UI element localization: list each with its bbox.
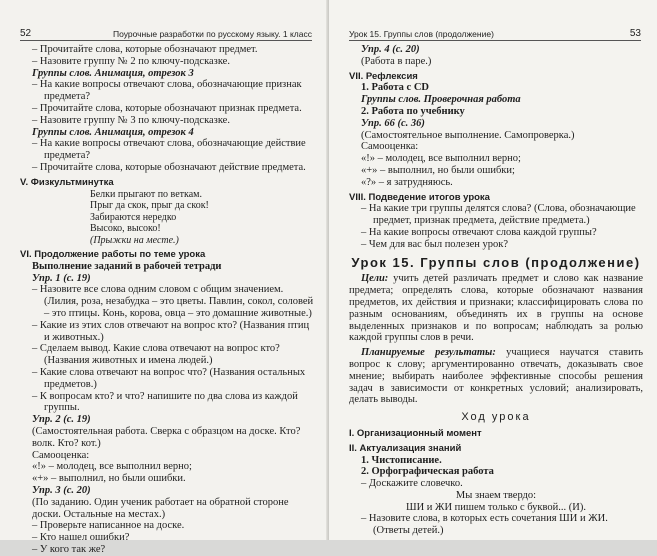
- text-line: Группы слов. Проверочная работа: [361, 94, 521, 106]
- results-paragraph: [349, 347, 643, 406]
- right-header-title: Урок 15. Группы слов (продолжение): [349, 29, 494, 39]
- text-line: (По заданию. Один ученик работает на обратной стороне доски. Остальные на местах.): [32, 496, 289, 520]
- text-line: – Назовите все слова одним словом с общим значением. (Лилия, роза, незабудка – это цветы. Павлин, сокол, соловей – это птицы. Конь, корова, овца – это домашние животные.): [32, 284, 314, 320]
- text-line: – Чем для вас был полезен урок?: [361, 238, 509, 250]
- text-line: Упр. 2 (с. 19): [32, 414, 91, 426]
- text-line: – Прочитайте слова, которые обозначают действие предмета.: [32, 161, 306, 173]
- text-line: «?» – я затрудняюсь.: [361, 176, 453, 188]
- left-page: [0, 0, 328, 555]
- text-line: – Прочитайте слова, которые обозначают предмет.: [32, 44, 258, 55]
- text-line: – На какие вопросы отвечают слова, обозначающие действие предмета?: [32, 138, 306, 162]
- right-page-header: [349, 28, 641, 41]
- text-line: «+» – выполнил, но были ошибки.: [32, 473, 186, 485]
- right-page-number: 53: [629, 28, 641, 39]
- text-line: Упр. 4 (с. 20): [361, 44, 420, 55]
- text-line: 1. Чистописание.: [361, 454, 442, 466]
- text-line: – Доскажите словечко.: [361, 478, 463, 490]
- results-text: учащиеся научатся ставить вопрос к слову; аргументированно отвечать, доказывать свое мнение; выбирать наиболее эффективные способы решения задач в зависимости от конкретных условий; анализировать, делать выводы.: [349, 347, 643, 406]
- course-title: Ход урока: [461, 411, 531, 424]
- results-label: Планируемые результаты:: [361, 347, 496, 359]
- text-line: Самооценка:: [361, 141, 419, 153]
- text-line: – Назовите слова, в которых есть сочетания ШИ и ЖИ. (Ответы детей.): [361, 513, 608, 537]
- text-line: – На какие вопросы отвечают слова, обозначающие признак предмета?: [32, 79, 302, 103]
- right-bottom-block: [349, 428, 643, 537]
- text-line: – Прочитайте слова, которые обозначают признак предмета.: [32, 102, 302, 114]
- text-line: Упр. 66 (с. 36): [361, 117, 425, 129]
- left-page-content: [20, 44, 314, 556]
- text-line: Упр. 1 (с. 19): [32, 272, 91, 284]
- text-line: VII. Рефлексия: [349, 70, 418, 82]
- text-line: – Какие слова отвечают на вопрос что? (Названия остальных предметов.): [32, 367, 306, 390]
- goals-paragraph: [349, 273, 643, 344]
- text-line: Группы слов. Анимация, отрезок 4: [32, 126, 194, 138]
- right-page: [329, 0, 657, 540]
- text-line: – Назовите группу № 2 по ключу-подсказке.: [32, 55, 230, 67]
- text-line: – Какие из этих слов отвечают на вопрос кто? (Названия птиц и животных.): [32, 319, 310, 343]
- text-line: Мы знаем твердо:: [455, 489, 537, 501]
- lesson-title: Урок 15. Группы слов (продолжение): [351, 254, 641, 270]
- text-line: (Прыжки на месте.): [90, 234, 179, 246]
- right-top-block: [349, 44, 643, 251]
- text-line: – Кто нашел ошибки?: [32, 532, 130, 544]
- text-line: 2. Работа по учебнику: [361, 105, 465, 117]
- text-line: 2. Орфографическая работа: [361, 466, 494, 478]
- text-line: – Сделаем вывод. Какие слова отвечают на вопрос кто? (Названия животных и имена людей.): [32, 343, 280, 367]
- left-page-number: 52: [20, 28, 32, 39]
- text-line: (Самостоятельное выполнение. Самопроверка.): [361, 129, 575, 141]
- left-page-header: [20, 28, 312, 41]
- text-line: (Самостоятельная работа. Сверка с образцом на доске. Кто? волк. Кто? кот.): [32, 426, 301, 449]
- text-line: (Работа в паре.): [361, 55, 432, 67]
- text-line: Самооценка:: [32, 449, 90, 461]
- text-line: «!» – молодец, все выполнил верно;: [361, 153, 521, 165]
- text-line: – На какие вопросы отвечают слова каждой группы?: [361, 226, 597, 238]
- text-line: II. Актуализация знаний: [349, 442, 462, 454]
- text-line: V. Физкультминутка: [20, 176, 114, 188]
- text-line: Выполнение заданий в рабочей тетради: [32, 260, 222, 272]
- text-line: Забираются нередко: [90, 211, 177, 223]
- text-line: Высоко, высоко!: [90, 223, 161, 235]
- right-page-content: [349, 44, 643, 537]
- text-line: – Назовите группу № 3 по ключу-подсказке.: [32, 114, 230, 126]
- text-line: VIII. Подведение итогов урока: [349, 191, 490, 203]
- left-header-title: Поурочные разработки по русскому языку. 1 класс: [112, 29, 312, 39]
- text-line: – К вопросам кто? и что? напишите по два слова из каждой группы.: [32, 390, 298, 414]
- text-line: ШИ и ЖИ пишем только с буквой... (И).: [406, 501, 586, 513]
- text-line: «!» – молодец, все выполнил верно;: [32, 461, 192, 473]
- text-line: – На какие три группы делятся слова? (Слова, обозначающие предмет, признак предмета, действие предмета.): [361, 203, 636, 227]
- text-line: Упр. 3 (с. 20): [32, 485, 91, 496]
- text-line: – У кого так же?: [32, 543, 106, 555]
- goals-label: Цели:: [361, 273, 389, 285]
- text-line: VI. Продолжение работы по теме урока: [20, 249, 206, 261]
- text-line: Белки прыгают по веткам.: [90, 188, 202, 200]
- text-line: Прыг да скок, прыг да скок!: [90, 200, 209, 212]
- text-line: «+» – выполнил, но были ошибки;: [361, 164, 515, 176]
- text-line: – Проверьте написанное на доске.: [32, 520, 185, 532]
- goals-text: учить детей различать предмет и слово как название предмета; определять слова, которые обозначают названия предметов, их действия и признаки; классифицировать слова по разным основаниям, объединять их в группы на основе выделенных признаков и по вопросам; наблюдать за ролью каждой группы слов в речи.: [349, 273, 644, 344]
- text-line: Группы слов. Анимация, отрезок 3: [32, 67, 194, 79]
- text-line: I. Организационный момент: [349, 427, 482, 439]
- text-line: 1. Работа с CD: [361, 82, 429, 94]
